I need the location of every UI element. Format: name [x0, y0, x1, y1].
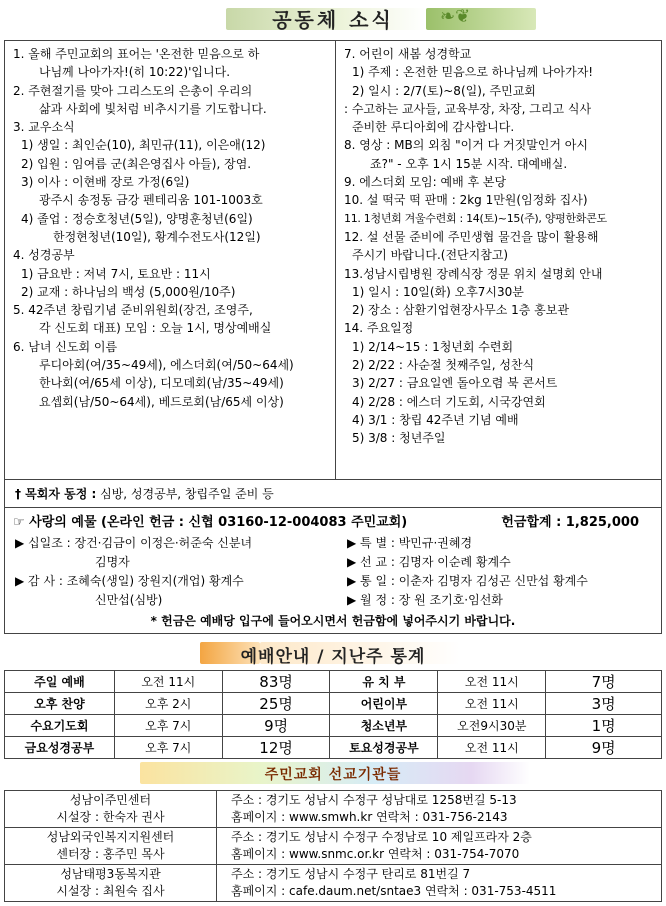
org-address: 주소 : 경기도 성남시 수정구 탄리로 81번길 7 [231, 867, 471, 881]
news-line: 7. 어린이 새봄 성경학교 [344, 47, 472, 61]
mission-info [217, 791, 662, 828]
news-left-column [5, 41, 336, 479]
news-line: 2. 주현절기를 맞아 그리스도의 은총이 우리의 [13, 83, 253, 98]
news-line: 2) 일시 : 2/7(토)~8(일), 주민교회 [352, 83, 536, 98]
news-line: 1) 생일 : 최인순(10), 최민규(11), 이은애(12) [21, 138, 266, 153]
news-line: 3) 이사 : 이현배 장로 가정(6일) [21, 175, 190, 190]
offering-title: ☞ 사랑의 예물 (온라인 헌금 : 신협 03160-12-004083 주민교회) [13, 515, 408, 530]
service-time: 오후 2시 [114, 693, 222, 715]
news-line: 12. 설 선물 준비에 주민생협 물건을 많이 활용해 [344, 229, 599, 244]
news-line: 1) 금요반 : 저녁 7시, 토요반 : 11시 [21, 266, 211, 281]
news-line: 11. 1청년회 겨울수련회 : 14(토)~15(주), 양평한화콘도 [344, 211, 607, 225]
service-time: 오전 11시 [114, 671, 222, 693]
service-count: 12명 [222, 737, 330, 759]
service-name: 오후 찬양 [5, 693, 115, 715]
news-line: 4) 졸업 : 정승호청년(5일), 양명훈청년(6일) [21, 211, 253, 226]
mission-org [5, 865, 217, 902]
news-line: 4) 2/28 : 에스더 기도회, 시국강연회 [352, 394, 546, 409]
mission-header [0, 758, 666, 788]
news-line: 1) 일시 : 10일(화) 오후7시30분 [352, 284, 524, 299]
news-line: 10. 설 떡국 떡 판매 : 2kg 1만원(임정화 집사) [344, 193, 588, 208]
offering-item: ▶ 월 정 : 장 원 조기호·임선화 [347, 593, 503, 607]
worship-title: 예배안내 / 지난주 통계 [240, 647, 426, 667]
news-line: 1) 주제 : 온전한 믿음으로 하나님께 나아가자! [352, 65, 594, 80]
mission-org [5, 791, 217, 828]
org-contact: 홈페이지 : www.smwh.kr 연락처 : 031-756-2143 [231, 810, 508, 824]
org-head: 시설장 : 한숙자 권사 [56, 810, 165, 824]
service-count: 1명 [546, 715, 662, 737]
leaf-icon: ❧❦ [440, 6, 471, 27]
service-count: 7명 [546, 671, 662, 693]
offering-item: 김명자 [95, 555, 130, 569]
mission-info [217, 865, 662, 902]
table-row [5, 715, 662, 737]
service-time: 오후 7시 [114, 737, 222, 759]
table-row [5, 828, 662, 865]
news-line: 한정현청년(10일), 황계수전도사(12일) [53, 229, 261, 244]
pastor-label: † 목회자 동정 : [15, 487, 97, 501]
news-line: 4) 3/1 : 창립 42주년 기념 예배 [352, 412, 519, 427]
service-time: 오전 11시 [438, 737, 546, 759]
news-line: 2) 2/22 : 사순절 첫째주일, 성찬식 [352, 358, 535, 373]
news-line: 준비한 루디아회에 감사합니다. [352, 120, 515, 135]
news-line: 5) 3/8 : 청년주일 [352, 431, 446, 446]
service-count: 9명 [222, 715, 330, 737]
service-name: 토요성경공부 [330, 737, 438, 759]
offering-item: 신만섭(심방) [95, 593, 163, 607]
news-line: 죠?" - 오후 1시 15분 시작. 대예배실. [370, 156, 568, 171]
org-address: 주소 : 경기도 성남시 수정구 성남대로 1258번길 5-13 [231, 793, 517, 807]
news-line: 14. 주요일정 [344, 321, 414, 336]
service-name: 주일 예배 [5, 671, 115, 693]
offering-item: ▶ 십일조 : 장건·김금이 이정은·허준숙 신분녀 [15, 536, 253, 550]
offering-note: * 헌금은 예배당 입구에 들어오시면서 헌금함에 넣어주시기 바랍니다. [150, 614, 516, 628]
service-time: 오후 7시 [114, 715, 222, 737]
offering-box [4, 508, 662, 634]
news-line: : 수고하는 교사들, 교육부장, 차장, 그리고 식사 [344, 101, 592, 116]
news-line: 한나회(여/65세 이상), 디모데회(남/35~49세) [39, 376, 284, 391]
news-line: 2) 장소 : 삼환기업현장사무소 1층 홍보관 [352, 303, 569, 318]
table-row [5, 791, 662, 828]
mission-table [4, 790, 662, 902]
service-name: 금요성경공부 [5, 737, 115, 759]
org-name: 성남이주민센터 [69, 793, 152, 807]
table-row [5, 865, 662, 902]
org-name: 성남태평3동복지관 [60, 867, 161, 881]
news-line: 요셉회(남/50~64세), 베드로회(남/65세 이상) [39, 394, 284, 409]
news-line: 13.성남시립병원 장례식장 정문 위치 설명회 안내 [344, 266, 603, 281]
org-head: 시설장 : 최원숙 집사 [56, 884, 165, 898]
news-line: 2) 입원 : 임여름 군(최은영집사 아들), 장염. [21, 156, 252, 171]
offering-list [13, 534, 653, 612]
service-name: 청소년부 [330, 715, 438, 737]
service-count: 3명 [546, 693, 662, 715]
news-line: 4. 성경공부 [13, 248, 75, 263]
news-line: 5. 42주년 창립기념 준비위원회(장건, 조영주, [13, 303, 253, 318]
news-line: 루디아회(여/35~49세), 에스더회(여/50~64세) [39, 358, 294, 373]
org-address: 주소 : 경기도 성남시 수정구 수정남로 10 제일프라자 2층 [231, 830, 532, 844]
table-row [5, 671, 662, 693]
news-line: 9. 에스더회 모임: 예배 후 본당 [344, 175, 507, 190]
offering-total: 헌금합계 : 1,825,000 [501, 515, 639, 530]
service-count: 25명 [222, 693, 330, 715]
org-contact: 홈페이지 : cafe.daum.net/sntae3 연락처 : 031-753-4511 [231, 884, 557, 898]
news-header [0, 2, 666, 36]
news-right-column [336, 41, 661, 479]
offering-item: ▶ 선 교 : 김명자 이순례 황계수 [347, 555, 511, 569]
pastor-activity [4, 480, 662, 508]
service-time: 오전 11시 [438, 671, 546, 693]
service-name: 수요기도회 [5, 715, 115, 737]
news-line: 1) 2/14~15 : 1청년회 수련회 [352, 339, 514, 354]
org-head: 센터장 : 홍주민 목사 [56, 847, 165, 861]
org-name: 성남외국인복지지원센터 [46, 830, 175, 844]
table-row [5, 693, 662, 715]
service-count: 83명 [222, 671, 330, 693]
pastor-text: 심방, 성경공부, 창립주일 준비 등 [100, 487, 274, 501]
offering-item: ▶ 통 일 : 이춘자 김명자 김성곤 신만섭 황계수 [347, 574, 588, 588]
service-count: 9명 [546, 737, 662, 759]
service-time: 오전 11시 [438, 693, 546, 715]
worship-header [0, 636, 666, 670]
mission-org [5, 828, 217, 865]
mission-info [217, 828, 662, 865]
news-line: 1. 올해 주민교회의 표어는 '온전한 믿음으로 하 [13, 47, 260, 61]
offering-header [13, 512, 653, 534]
org-contact: 홈페이지 : www.snmc.or.kr 연락처 : 031-754-7070 [231, 847, 520, 861]
news-line: 각 신도회 대표) 모임 : 오늘 1시, 명상예배실 [39, 321, 272, 336]
news-line: 광주시 송정동 금강 펜테리움 101-1003호 [39, 193, 263, 208]
service-name: 유 치 부 [330, 671, 438, 693]
news-line: 3. 교우소식 [13, 120, 75, 135]
news-line: 주시기 바랍니다.(전단지참고) [352, 248, 509, 263]
news-line: 6. 남녀 신도회 이름 [13, 339, 118, 354]
offering-item: ▶ 감 사 : 조혜숙(생일) 장원지(개업) 황계수 [15, 574, 244, 588]
news-box [4, 40, 662, 480]
table-row [5, 737, 662, 759]
news-line: 삶과 사회에 빛처럼 비추시기를 기도합니다. [39, 101, 267, 116]
news-title: 공동체 소식 [272, 8, 394, 32]
worship-table [4, 670, 662, 759]
service-name: 어린이부 [330, 693, 438, 715]
offering-item: ▶ 특 별 : 박민규·권혜경 [347, 536, 473, 550]
news-line: 8. 영상 : MB의 외침 "이거 다 거짓말인거 아시 [344, 138, 588, 153]
news-line: 2) 교재 : 하나님의 백성 (5,000원/10주) [21, 284, 236, 299]
mission-title: 주민교회 선교기관들 [264, 767, 402, 783]
news-line: 3) 2/27 : 금요일엔 돌아오렴 북 콘서트 [352, 376, 558, 391]
service-time: 오전9시30분 [438, 715, 546, 737]
news-line: 나님께 나아가자!(히 10:22)'입니다. [39, 65, 231, 80]
